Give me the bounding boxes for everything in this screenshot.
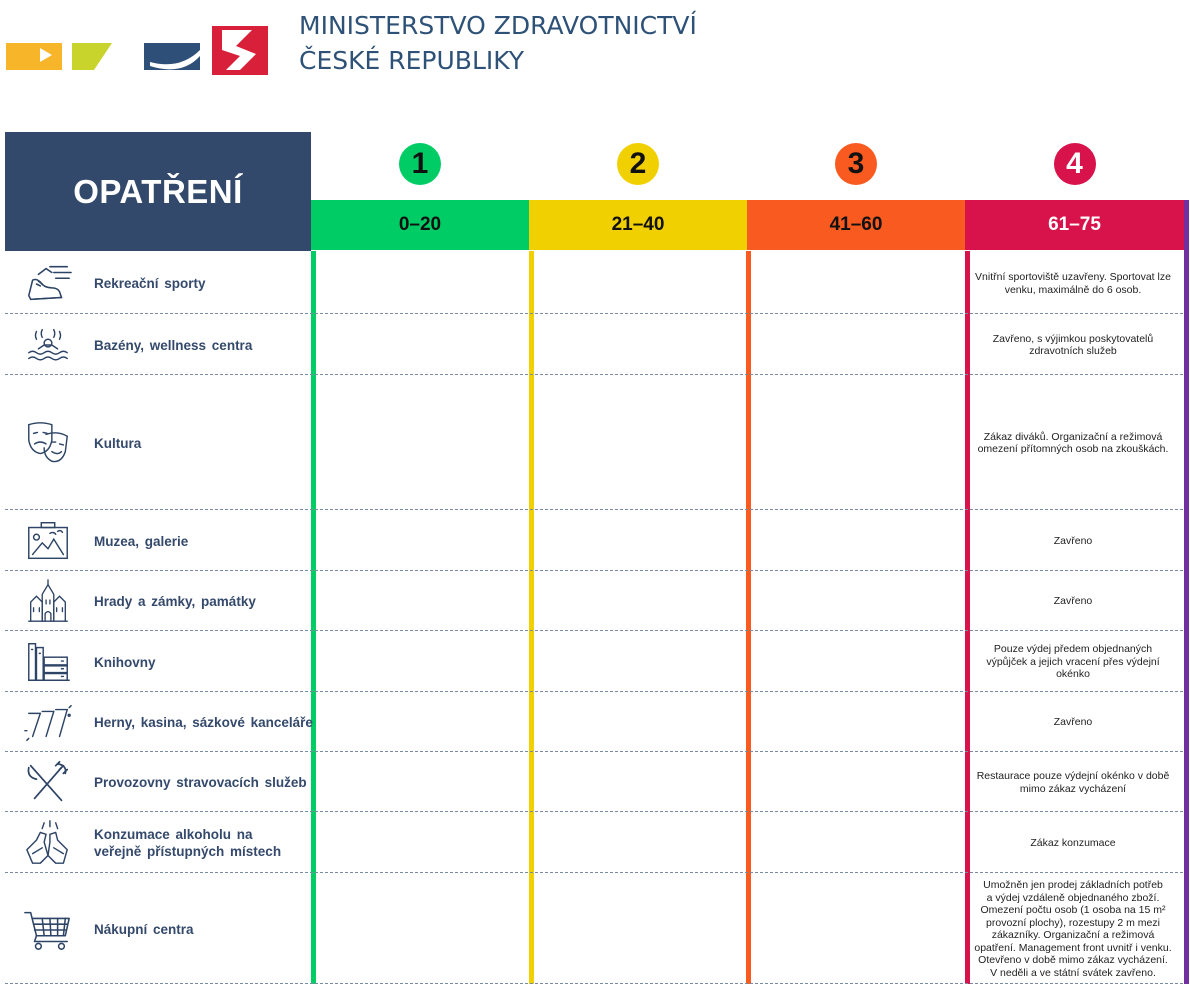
cell-line: venku, maximálně do 6 osob. [1004,283,1142,296]
table-row [5,315,1183,375]
cell-line: V neděli a ve státní svátek zavřeno. [990,966,1156,979]
level-4-cell [968,271,1178,296]
swimmer-icon [23,315,73,375]
cell-line: Zákaz konzumace [1030,836,1116,849]
row-label-line: Hrady a zámky, památky [94,594,256,609]
cell-line: Vnitřní sportoviště uzavřeny. Sportovat lze [975,271,1171,283]
ministry-logo-icon [0,10,270,75]
cell-line: Zavřeno [1053,595,1093,608]
cell-line: Restaurace pouze výdejní okénko v době [976,770,1170,782]
row-label [94,593,256,610]
theater-masks-icon [23,376,73,510]
table-row [5,693,1183,752]
row-label-line: veřejně přístupných místech [94,844,282,859]
row-label-line: Bazény, wellness centra [94,337,253,353]
row-label-line: Rekreační sporty [94,276,206,291]
level-4-cell [968,879,1178,979]
row-label [94,533,188,550]
table-row [5,813,1183,873]
cell-line: Zavřeno [1053,716,1093,729]
level-4-cell [968,837,1178,850]
cell-line: Zavřeno [1053,534,1093,547]
ministry-name [299,8,697,78]
level-4-cell [968,770,1178,795]
level-1-range: 0–20 [311,200,529,250]
row-label [94,714,313,731]
row-label-line: Konzumace alkoholu na [94,827,253,842]
cell-line: Zákaz diváků. Organizační a režimová [983,430,1163,443]
level-3-header [747,132,965,251]
museum-picture-icon [23,511,73,571]
table-row [5,572,1183,631]
level-4-cell [968,535,1178,548]
level-4-cell [968,431,1178,456]
level-1-number-badge: 1 [399,143,441,185]
cell-line: Omezení počtu osob (1 osoba na 15 m² [980,904,1166,916]
level-4-cell [968,716,1178,729]
table-title: OPATŘENÍ [5,132,311,251]
table-row [5,874,1183,984]
books-icon [23,632,73,692]
row-label-line: Knihovny [94,654,156,670]
cell-line: omezení přítomných osob na zkouškách. [977,443,1169,455]
table-row [5,253,1183,314]
row-label [94,654,156,671]
row-label-line: Nákupní centra [94,921,194,937]
cell-line: Zavřeno, s výjimkou poskytovatelů [992,332,1154,345]
table-row [5,376,1183,510]
row-label-line: Muzea, galerie [94,533,189,549]
row-label [94,774,307,791]
level-4-cell [968,595,1178,608]
slot-777-icon [23,693,73,752]
table-row [5,632,1183,692]
bottles-toast-icon [23,813,73,873]
level-2-header [529,132,747,251]
cell-line: zákazníky. Organizační a režimová [991,929,1155,941]
level-4-header [965,132,1184,251]
row-label [94,435,141,452]
level-4-number-badge: 4 [1054,143,1096,185]
shopping-cart-icon [23,874,73,984]
level-3-number-badge: 3 [835,143,877,185]
level-4-range: 61–75 [965,200,1184,250]
cell-line: opatření. Management front uvnitř i venku. [974,941,1172,954]
castle-icon [23,572,73,631]
cell-line: mimo zákaz vycházení [1019,782,1127,795]
running-shoe-icon [23,253,73,314]
page-header [0,0,1190,90]
level-4-cell [968,643,1178,681]
row-label [94,826,281,860]
cell-line: Pouze výdej předem objednaných [993,643,1153,656]
cell-line: zdravotních služeb [1029,345,1117,357]
row-label-line: Provozovny stravovacích služeb [94,775,307,790]
level-2-number-badge: 2 [617,143,659,185]
ministry-name-line1: MINISTERSTVO ZDRAVOTNICTVÍ [299,11,697,40]
cell-line: výpůjček a jejich vracení přes výdejní [986,655,1160,668]
level-3-range: 41–60 [747,200,965,250]
row-label-line: Kultura [94,435,142,451]
cell-line: provozní plochy), rozestupy 2 m mezi [986,916,1160,929]
table-row [5,511,1183,571]
cell-line: Umožněn jen prodej základních potřeb [983,879,1163,891]
level-1-header [311,132,529,251]
level-2-range: 21–40 [529,200,747,250]
right-edge-bar [1184,200,1189,984]
row-label [94,275,206,292]
row-label-line: Herny, kasina, sázkové kanceláře [94,715,313,730]
fork-knife-icon [23,753,73,812]
level-4-cell [968,333,1178,358]
table-row [5,753,1183,812]
cell-line: okénko [1056,668,1090,681]
ministry-name-line2: ČESKÉ REPUBLIKY [299,46,525,75]
cell-line: Otevřeno v době mimo zákaz vycházení. [978,954,1168,966]
row-label [94,337,252,354]
cell-line: a výdej vzdáleně objednaného zboží. [986,891,1160,904]
row-label [94,921,194,938]
